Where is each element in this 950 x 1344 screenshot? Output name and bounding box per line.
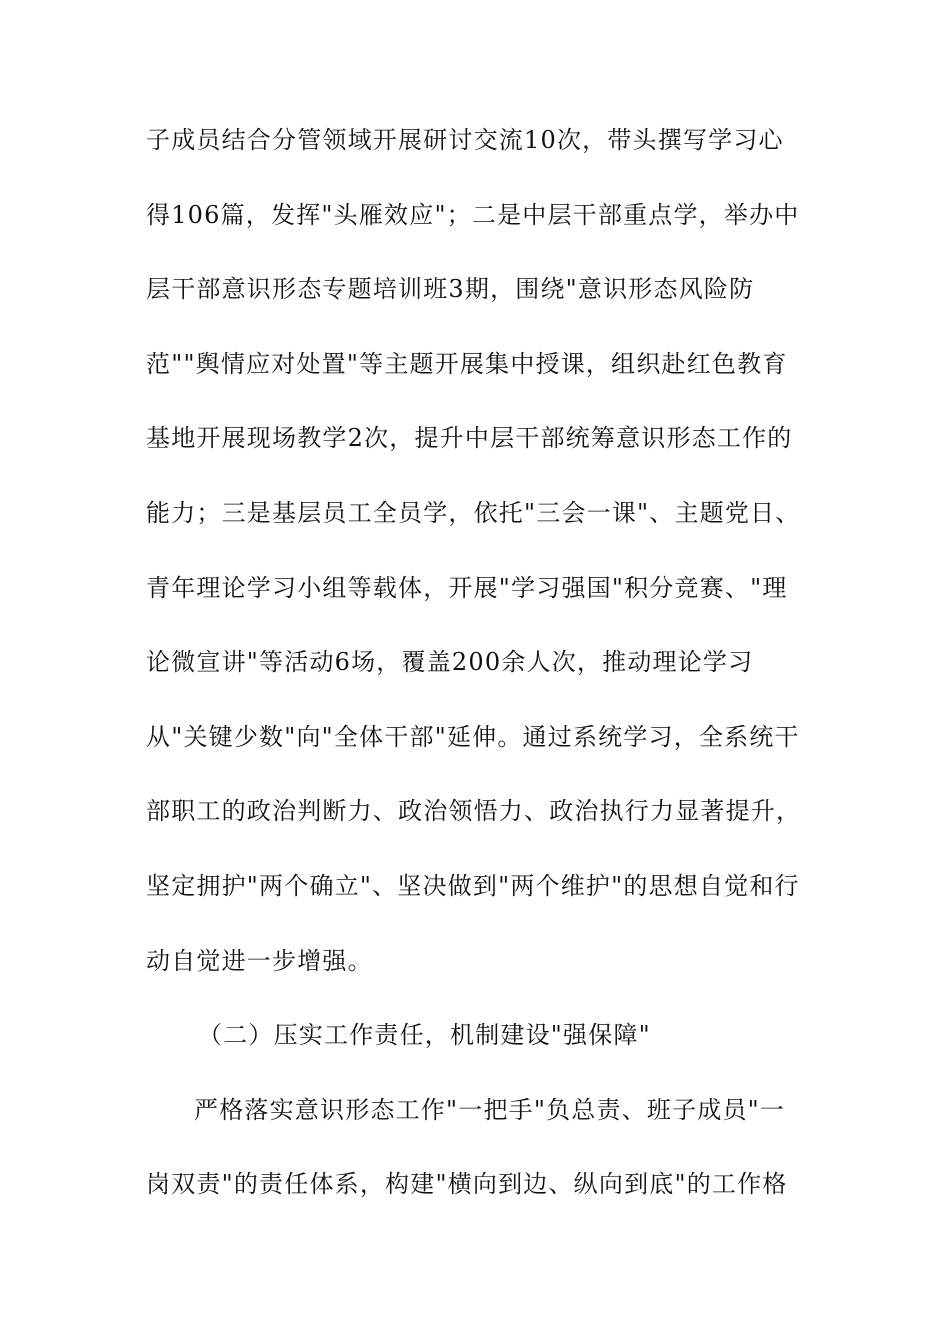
body-line-11: 坚定拥护"两个确立"、坚决做到"两个维护"的思想自觉和行 [146,871,800,900]
body-line-9: 从"关键少数"向"全体干部"延伸。通过系统学习，全系统干 [146,722,800,751]
body-line-10: 部职工的政治判断力、政治领悟力、政治执行力显著提升， [146,797,802,826]
body-line-7: 青年理论学习小组等载体，开展"学习强国"积分竞赛、"理 [146,573,788,602]
section-heading: （二）压实工作责任，机制建设"强保障" [198,1021,651,1050]
body-line-12: 动自觉进一步增强。 [146,946,373,975]
body-line-2: 得106篇，发挥"头雁效应"；二是中层干部重点学，举办中 [146,200,800,229]
body-line-3: 层干部意识形态专题培训班3期，围绕"意识形态风险防 [146,275,755,304]
paragraph2-line-2: 岗双责"的责任体系，构建"横向到边、纵向到底"的工作格 [146,1170,788,1199]
body-line-6: 能力；三是基层员工全员学，依托"三会一课"、主题党日、 [146,498,801,527]
paragraph2-line-1: 严格落实意识形态工作"一把手"负总责、班子成员"一 [194,1095,786,1124]
body-line-1: 子成员结合分管领域开展研讨交流10次，带头撰写学习心 [146,126,784,154]
document-body [146,110,818,1229]
body-line-8: 论微宣讲"等活动6场，覆盖200余人次，推动理论学习 [146,648,754,677]
body-line-5: 基地开展现场教学2次，提升中层干部统筹意识形态工作的 [146,424,793,453]
body-line-4: 范""舆情应对处置"等主题开展集中授课，组织赴红色教育 [146,349,788,378]
